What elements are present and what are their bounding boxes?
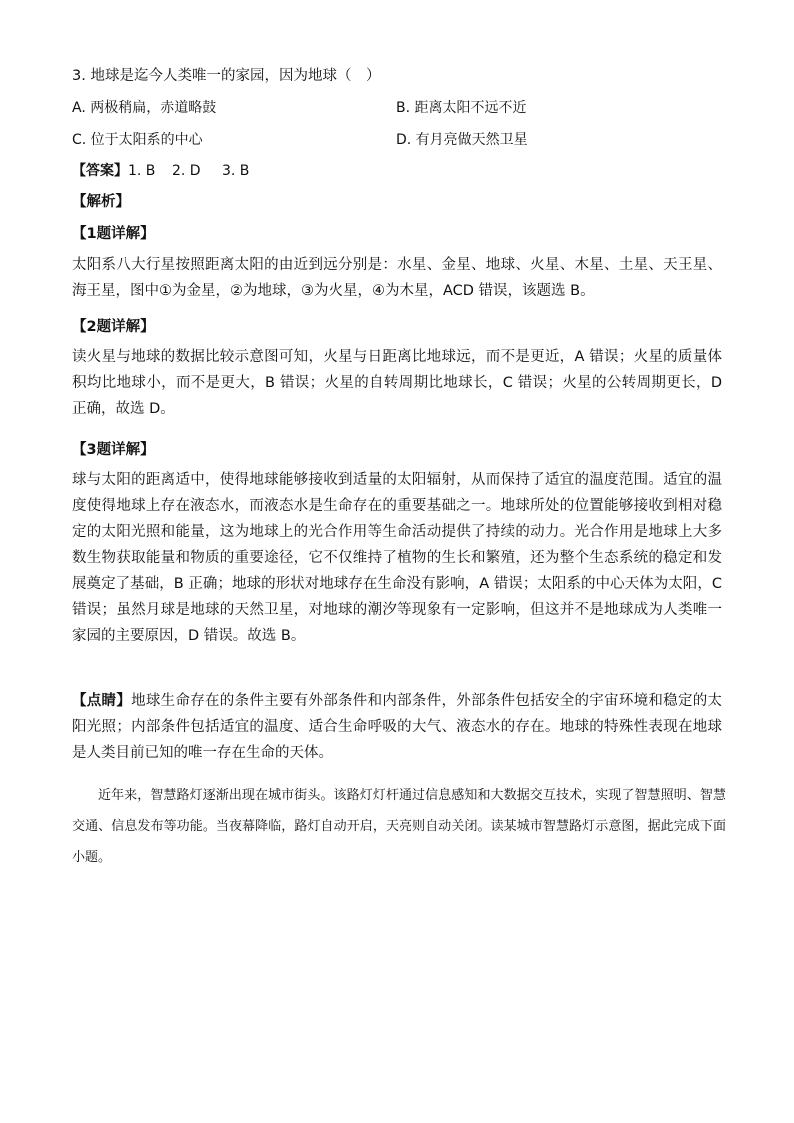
detail-3-heading: 【3题详解】: [72, 442, 155, 458]
option-a: A. 两极稍扁，赤道略鼓: [72, 100, 217, 116]
next-material-paragraph: 近年来，智慧路灯逐渐出现在城市街头。该路灯灯杆通过信息感知和大数据交互技术，实现了智慧照明、智慧交通、信息发布等功能。当夜幕降临，路灯自动开启，天亮则自动关闭。读某城市智慧路灯示意图，据此完成下面小题。: [72, 788, 726, 865]
analysis-label: 【解析】: [72, 194, 130, 210]
answer-line: [72, 161, 249, 181]
detail-2-text: 读火星与地球的数据比较示意图可知，火星与日距离比地球远，而不是更近，A 错误；火星的质量体积均比地球小，而不是更大，B 错误；火星的自转周期比地球长，C 错误；火星的公转周期更长，D 正确，故选 D。: [72, 349, 722, 417]
option-b: B. 距离太阳不远不近: [396, 100, 527, 116]
answer-2: 2. D: [172, 163, 201, 179]
option-c: C. 位于太阳系的中心: [72, 132, 203, 148]
answer-1: 1. B: [128, 163, 156, 179]
detail-3-text: 球与太阳的距离适中，使得地球能够接收到适量的太阳辐射，从而保持了适宜的温度范围。适宜的温度使得地球上存在液态水，而液态水是生命存在的重要基础之一。地球所处的位置能够接收到相对稳定的太阳光照和能量，这为地球上的光合作用等生命活动提供了持续的动力。光合作用是地球上大多数生物获取能量和物质的重要途径，它不仅维持了植物的生长和繁殖，还为整个生态系统的稳定和发展奠定了基础，B 正确；地球的形状对地球存在生命没有影响，A 错误；太阳系的中心天体为太阳，C 错误；虽然月球是地球的天然卫星，对地球的潮汐等现象有一定影响，但这并不是地球成为人类唯一家园的主要原因，D 错误。故选 B。: [72, 472, 722, 644]
tip-label: 【点睛】: [72, 693, 132, 709]
tip-paragraph: [72, 688, 722, 766]
option-d: D. 有月亮做天然卫星: [396, 132, 528, 148]
tip-text: 地球生命存在的条件主要有外部条件和内部条件，外部条件包括安全的宇宙环境和稳定的太阳光照；内部条件包括适宜的温度、适合生命呼吸的大气、液态水的存在。地球的特殊性表现在地球是人类目前已知的唯一存在生命的天体。: [72, 693, 723, 761]
question-3-stem: 3. 地球是迄今人类唯一的家园，因为地球（ ）: [72, 68, 381, 84]
detail-2-heading: 【2题详解】: [72, 319, 155, 335]
answer-label: 【答案】: [72, 163, 128, 179]
detail-1-text: 太阳系八大行星按照距离太阳的由近到远分别是：水星、金星、地球、火星、木星、土星、天王星、海王星，图中①为金星，②为地球，③为火星，④为木星，ACD 错误，该题选 B。: [72, 257, 722, 299]
detail-1-heading: 【1题详解】: [72, 226, 155, 242]
answer-3: 3. B: [222, 163, 250, 179]
